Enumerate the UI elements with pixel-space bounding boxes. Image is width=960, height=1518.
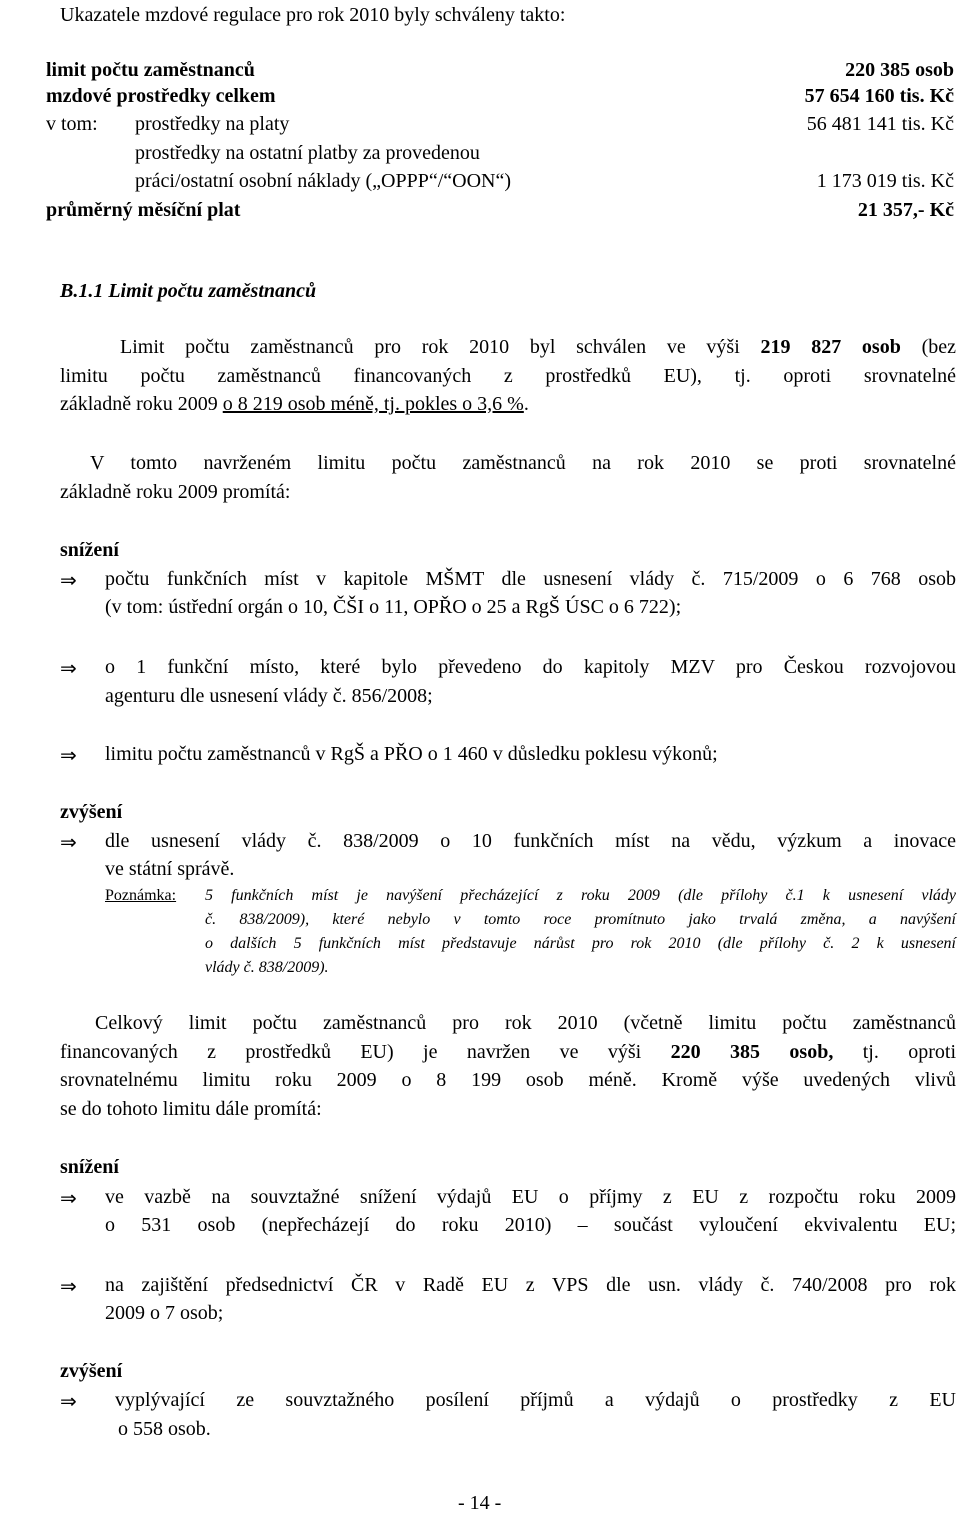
list1-item4-line-1: dle usnesení vlády č. 838/2009 o 10 funkčních míst na vědu, výzkum a inovace — [105, 830, 956, 852]
arrow-icon: ⇒ — [60, 1389, 77, 1413]
p1-l3-underlined: o 8 219 osob méně, tj. pokles o 3,6 % — [222, 393, 524, 415]
total-l2-highlight: 220 385 osob, — [670, 1041, 834, 1063]
list2-item3-line-2: o 558 osob. — [118, 1418, 211, 1440]
list1-item1-line-2: (v tom: ústřední orgán o 10, ČŠI o 11, OPŘO o 25 a RgŠ ÚSC o 6 722); — [105, 596, 682, 618]
p1-l3-a: základně roku 2009 — [60, 393, 223, 415]
p2-line-1: V tomto navrženém limitu počtu zaměstnanců na rok 2010 se proti srovnatelné — [90, 452, 956, 474]
list2-item2-line-2: 2009 o 7 osob; — [105, 1302, 224, 1324]
list2-item1-line-1: ve vazbě na souvztažné snížení výdajů EU o příjmy z EU z rozpočtu roku 2009 — [105, 1186, 956, 1208]
p1-l1-highlight: 219 827 osob — [760, 336, 901, 358]
indicator-limit-label: limit počtu zaměstnanců — [46, 59, 255, 81]
note-label: Poznámka: — [105, 887, 177, 904]
list2-decrease-label: snížení — [60, 1156, 119, 1178]
page-number: - 14 - — [458, 1492, 502, 1514]
list1-item2-line-1: o 1 funkční místo, které bylo převedeno do kapitoly MZV pro Českou rozvojovou — [105, 656, 956, 678]
list1-item2-line-2: agenturu dle usnesení vlády č. 856/2008; — [105, 685, 433, 707]
total-line-3: srovnatelnému limitu roku 2009 o 8 199 osob méně. Kromě výše uvedených vlivů — [60, 1069, 956, 1091]
list1-increase-label: zvýšení — [60, 801, 123, 823]
total-line-4: se do tohoto limitu dále promítá: — [60, 1098, 322, 1120]
total-line-1: Celkový limit počtu zaměstnanců pro rok 2010 (včetně limitu počtu zaměstnanců — [95, 1012, 956, 1034]
indicator-other-label-1: prostředky na ostatní platby za provedenou — [135, 142, 480, 164]
indicator-salaries-label: prostředky na platy — [135, 113, 290, 135]
indicator-avg-label: průměrný měsíční plat — [46, 199, 241, 221]
p1-line-1 — [120, 336, 956, 359]
arrow-icon: ⇒ — [60, 1186, 77, 1210]
total-line-2 — [60, 1041, 956, 1064]
p1-l1-a: Limit počtu zaměstnanců pro rok 2010 byl schválen ve výši — [120, 336, 761, 358]
indicator-other-value: 1 173 019 tis. Kč — [816, 170, 954, 192]
list2-item1-line-2: o 531 osob (nepřecházejí do roku 2010) – součást vyloučení ekvivalentu EU; — [105, 1214, 956, 1236]
list2-increase-label: zvýšení — [60, 1360, 123, 1382]
note-line-3: o dalších 5 funkčních míst představuje nárůst pro rok 2010 (dle přílohy č. 2 k usnesení — [205, 935, 956, 952]
indicator-funds-label: mzdové prostředky celkem — [46, 85, 276, 107]
arrow-icon: ⇒ — [60, 1274, 77, 1298]
p1-line-2: limitu počtu zaměstnanců financovaných z prostředků EU), tj. oproti srovnatelné — [60, 365, 956, 387]
intro-text: Ukazatele mzdové regulace pro rok 2010 byly schváleny takto: — [60, 4, 566, 26]
total-l2-c: tj. oproti — [833, 1041, 957, 1063]
p1-line-3 — [60, 393, 529, 416]
note-line-4: vlády č. 838/2009). — [205, 959, 329, 976]
section-heading: B.1.1 Limit počtu zaměstnanců — [60, 280, 317, 302]
indicator-limit-value: 220 385 osob — [845, 59, 954, 81]
note-line-1: 5 funkčních míst je navýšení přecházející z roku 2009 (dle přílohy č.1 k usnesení vlády — [205, 887, 956, 904]
arrow-icon: ⇒ — [60, 743, 77, 767]
list1-item3-line-1: limitu počtu zaměstnanců v RgŠ a PŘO o 1 460 v důsledku poklesu výkonů; — [105, 743, 718, 765]
arrow-icon: ⇒ — [60, 568, 77, 592]
arrow-icon: ⇒ — [60, 656, 77, 680]
list1-item4-line-2: ve státní správě. — [105, 858, 235, 880]
arrow-icon: ⇒ — [60, 830, 77, 854]
indicator-of-which-prefix: v tom: — [46, 113, 98, 135]
indicator-salaries-value: 56 481 141 tis. Kč — [806, 113, 954, 135]
indicator-other-label-2: práci/ostatní osobní náklady („OPPP“/“OON“) — [135, 170, 512, 192]
total-l2-a: financovaných z prostředků EU) je navržen ve výši — [60, 1041, 671, 1063]
indicator-funds-value: 57 654 160 tis. Kč — [804, 85, 954, 107]
note-line-2: č. 838/2009), které nebylo v tomto roce promítnuto jako trvalá změna, a navýšení — [205, 911, 956, 928]
list2-item3-line-1: vyplývající ze souvztažného posílení příjmů a výdajů o prostředky z EU — [115, 1389, 956, 1411]
p1-l1-c: (bez — [900, 336, 956, 358]
p1-l3-c: . — [523, 393, 529, 415]
list1-item1-line-1: počtu funkčních míst v kapitole MŠMT dle usnesení vlády č. 715/2009 o 6 768 osob — [105, 568, 956, 590]
list1-decrease-label: snížení — [60, 539, 119, 561]
indicator-avg-value: 21 357,- Kč — [857, 199, 954, 221]
list2-item2-line-1: na zajištění předsednictví ČR v Radě EU z VPS dle usn. vlády č. 740/2008 pro rok — [105, 1274, 956, 1296]
p2-line-2: základně roku 2009 promítá: — [60, 481, 291, 503]
